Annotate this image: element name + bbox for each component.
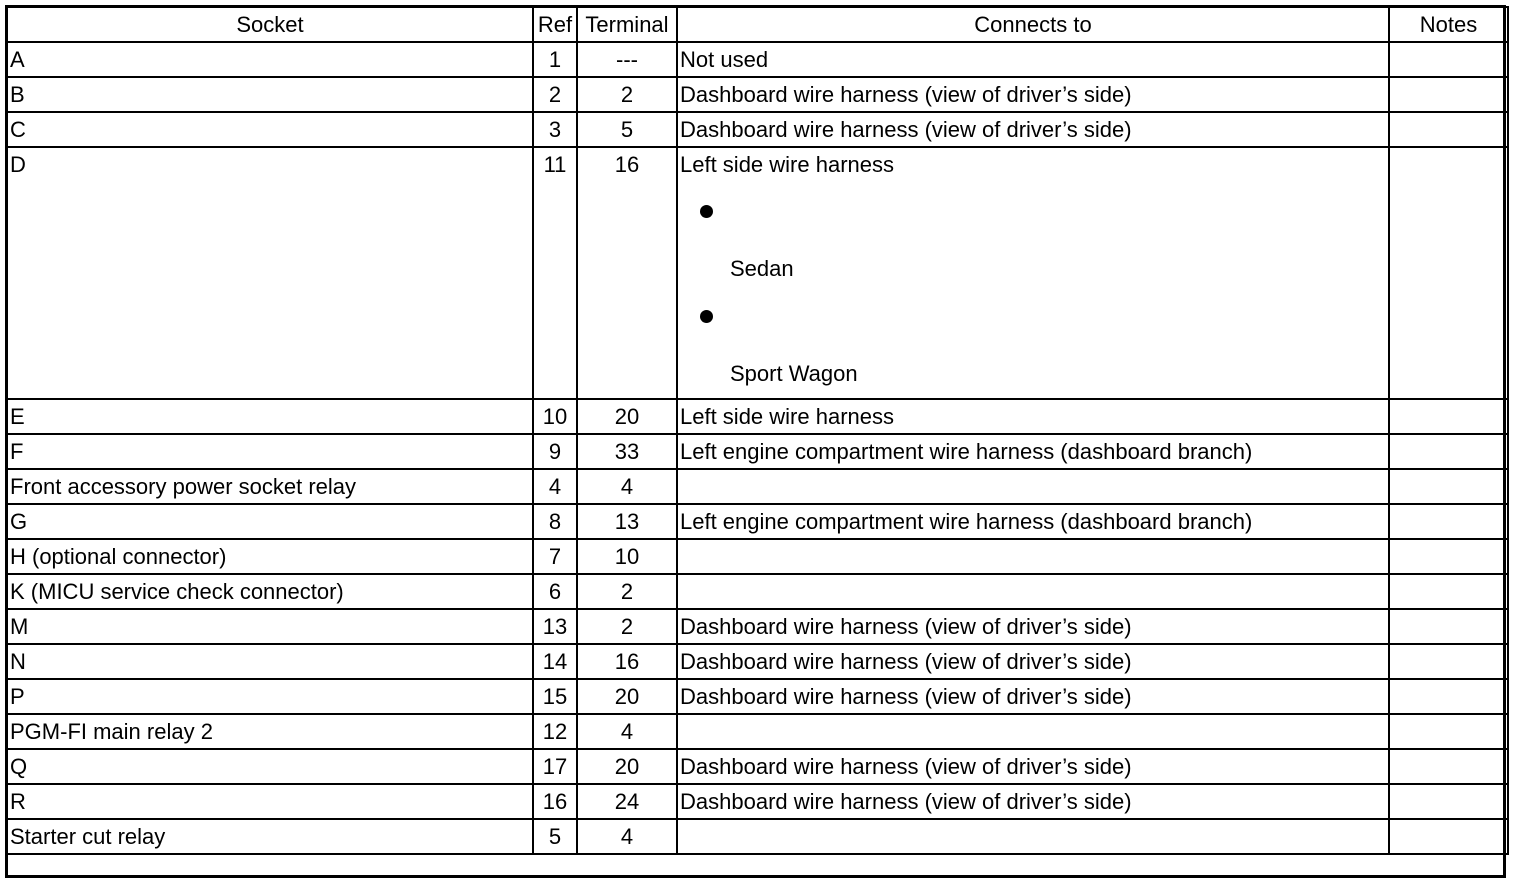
table-row [7, 504, 1508, 539]
ref-cell: 15 [533, 679, 577, 714]
table-row [7, 539, 1508, 574]
ref-cell: 10 [533, 399, 577, 434]
ref-cell: 7 [533, 539, 577, 574]
terminal-cell: 13 [577, 504, 677, 539]
table-row [7, 679, 1508, 714]
terminal-cell: 20 [577, 679, 677, 714]
bullet-icon [700, 310, 713, 323]
connects-to-cell [677, 147, 1389, 399]
socket-cell: G [7, 504, 533, 539]
terminal-cell: 10 [577, 539, 677, 574]
ref-cell: 16 [533, 784, 577, 819]
connects-to-text: Left side wire harness [680, 152, 894, 177]
table-row [7, 749, 1508, 784]
notes-cell [1389, 749, 1508, 784]
socket-cell: PGM-FI main relay 2 [7, 714, 533, 749]
connects-to-cell [677, 539, 1389, 574]
notes-cell [1389, 147, 1508, 399]
terminal-cell: 2 [577, 574, 677, 609]
terminal-cell: 4 [577, 469, 677, 504]
ref-cell: 6 [533, 574, 577, 609]
notes-cell [1389, 42, 1508, 77]
table-header [7, 7, 1508, 42]
connects-to-cell [677, 469, 1389, 504]
notes-cell [1389, 112, 1508, 147]
ref-cell: 5 [533, 819, 577, 854]
table-row [7, 469, 1508, 504]
table-row [7, 434, 1508, 469]
ref-cell: 11 [533, 147, 577, 399]
socket-cell: E [7, 399, 533, 434]
table-body [7, 42, 1508, 854]
connects-to-cell: Left side wire harness [677, 399, 1389, 434]
terminal-cell: 16 [577, 644, 677, 679]
table-row [7, 644, 1508, 679]
socket-cell: Front accessory power socket relay [7, 469, 533, 504]
ref-cell: 14 [533, 644, 577, 679]
notes-cell [1389, 644, 1508, 679]
ref-cell: 13 [533, 609, 577, 644]
ref-cell: 3 [533, 112, 577, 147]
variant-label: Sedan [730, 256, 794, 281]
ref-cell: 9 [533, 434, 577, 469]
ref-cell: 2 [533, 77, 577, 112]
terminal-cell: 4 [577, 714, 677, 749]
table-row [7, 819, 1508, 854]
notes-cell [1389, 434, 1508, 469]
notes-cell [1389, 539, 1508, 574]
connects-to-cell: Dashboard wire harness (view of driver’s side) [677, 77, 1389, 112]
socket-cell: B [7, 77, 533, 112]
socket-cell: D [7, 147, 533, 399]
notes-cell [1389, 819, 1508, 854]
connector-table [6, 6, 1509, 855]
socket-cell: C [7, 112, 533, 147]
connects-to-cell: Dashboard wire harness (view of driver’s side) [677, 784, 1389, 819]
table-row [7, 77, 1508, 112]
ref-cell: 17 [533, 749, 577, 784]
terminal-cell: 2 [577, 77, 677, 112]
variant-label: Sport Wagon [730, 361, 858, 386]
socket-cell: F [7, 434, 533, 469]
socket-cell: R [7, 784, 533, 819]
notes-cell [1389, 469, 1508, 504]
table-row [7, 147, 1508, 399]
terminal-cell: --- [577, 42, 677, 77]
notes-cell [1389, 609, 1508, 644]
connects-to-cell: Left engine compartment wire harness (dashboard branch) [677, 504, 1389, 539]
ref-cell: 1 [533, 42, 577, 77]
header-terminal: Terminal [577, 7, 677, 42]
socket-cell: N [7, 644, 533, 679]
connects-to-cell: Not used [677, 42, 1389, 77]
terminal-cell: 16 [577, 147, 677, 399]
notes-cell [1389, 679, 1508, 714]
header-socket: Socket [7, 7, 533, 42]
notes-cell [1389, 574, 1508, 609]
socket-cell: Starter cut relay [7, 819, 533, 854]
ref-cell: 12 [533, 714, 577, 749]
table-row [7, 784, 1508, 819]
header-connects-to: Connects to [677, 7, 1389, 42]
connects-to-cell: Dashboard wire harness (view of driver’s side) [677, 644, 1389, 679]
header-row [7, 7, 1508, 42]
connects-to-cell [677, 714, 1389, 749]
table-row [7, 609, 1508, 644]
socket-cell: P [7, 679, 533, 714]
ref-cell: 4 [533, 469, 577, 504]
terminal-cell: 20 [577, 399, 677, 434]
table-row [7, 399, 1508, 434]
variant-item-sport-wagon [680, 285, 1386, 390]
table-row [7, 714, 1508, 749]
socket-cell: K (MICU service check connector) [7, 574, 533, 609]
variant-list [680, 180, 1386, 390]
terminal-cell: 5 [577, 112, 677, 147]
connects-to-cell [677, 819, 1389, 854]
header-notes: Notes [1389, 7, 1508, 42]
terminal-cell: 24 [577, 784, 677, 819]
table-row [7, 112, 1508, 147]
notes-cell [1389, 399, 1508, 434]
notes-cell [1389, 504, 1508, 539]
socket-cell: M [7, 609, 533, 644]
connects-to-cell: Dashboard wire harness (view of driver’s side) [677, 749, 1389, 784]
socket-cell: A [7, 42, 533, 77]
notes-cell [1389, 77, 1508, 112]
terminal-cell: 33 [577, 434, 677, 469]
connects-to-cell: Dashboard wire harness (view of driver’s side) [677, 112, 1389, 147]
connects-to-cell [677, 574, 1389, 609]
bullet-icon [700, 205, 713, 218]
terminal-cell: 20 [577, 749, 677, 784]
connects-to-cell: Left engine compartment wire harness (dashboard branch) [677, 434, 1389, 469]
notes-cell [1389, 784, 1508, 819]
header-ref: Ref [533, 7, 577, 42]
table-row [7, 574, 1508, 609]
ref-cell: 8 [533, 504, 577, 539]
terminal-cell: 4 [577, 819, 677, 854]
table-row [7, 42, 1508, 77]
connects-to-cell: Dashboard wire harness (view of driver’s side) [677, 609, 1389, 644]
socket-cell: H (optional connector) [7, 539, 533, 574]
variant-item-sedan [680, 180, 1386, 285]
terminal-cell: 2 [577, 609, 677, 644]
socket-cell: Q [7, 749, 533, 784]
notes-cell [1389, 714, 1508, 749]
connects-to-cell: Dashboard wire harness (view of driver’s side) [677, 679, 1389, 714]
